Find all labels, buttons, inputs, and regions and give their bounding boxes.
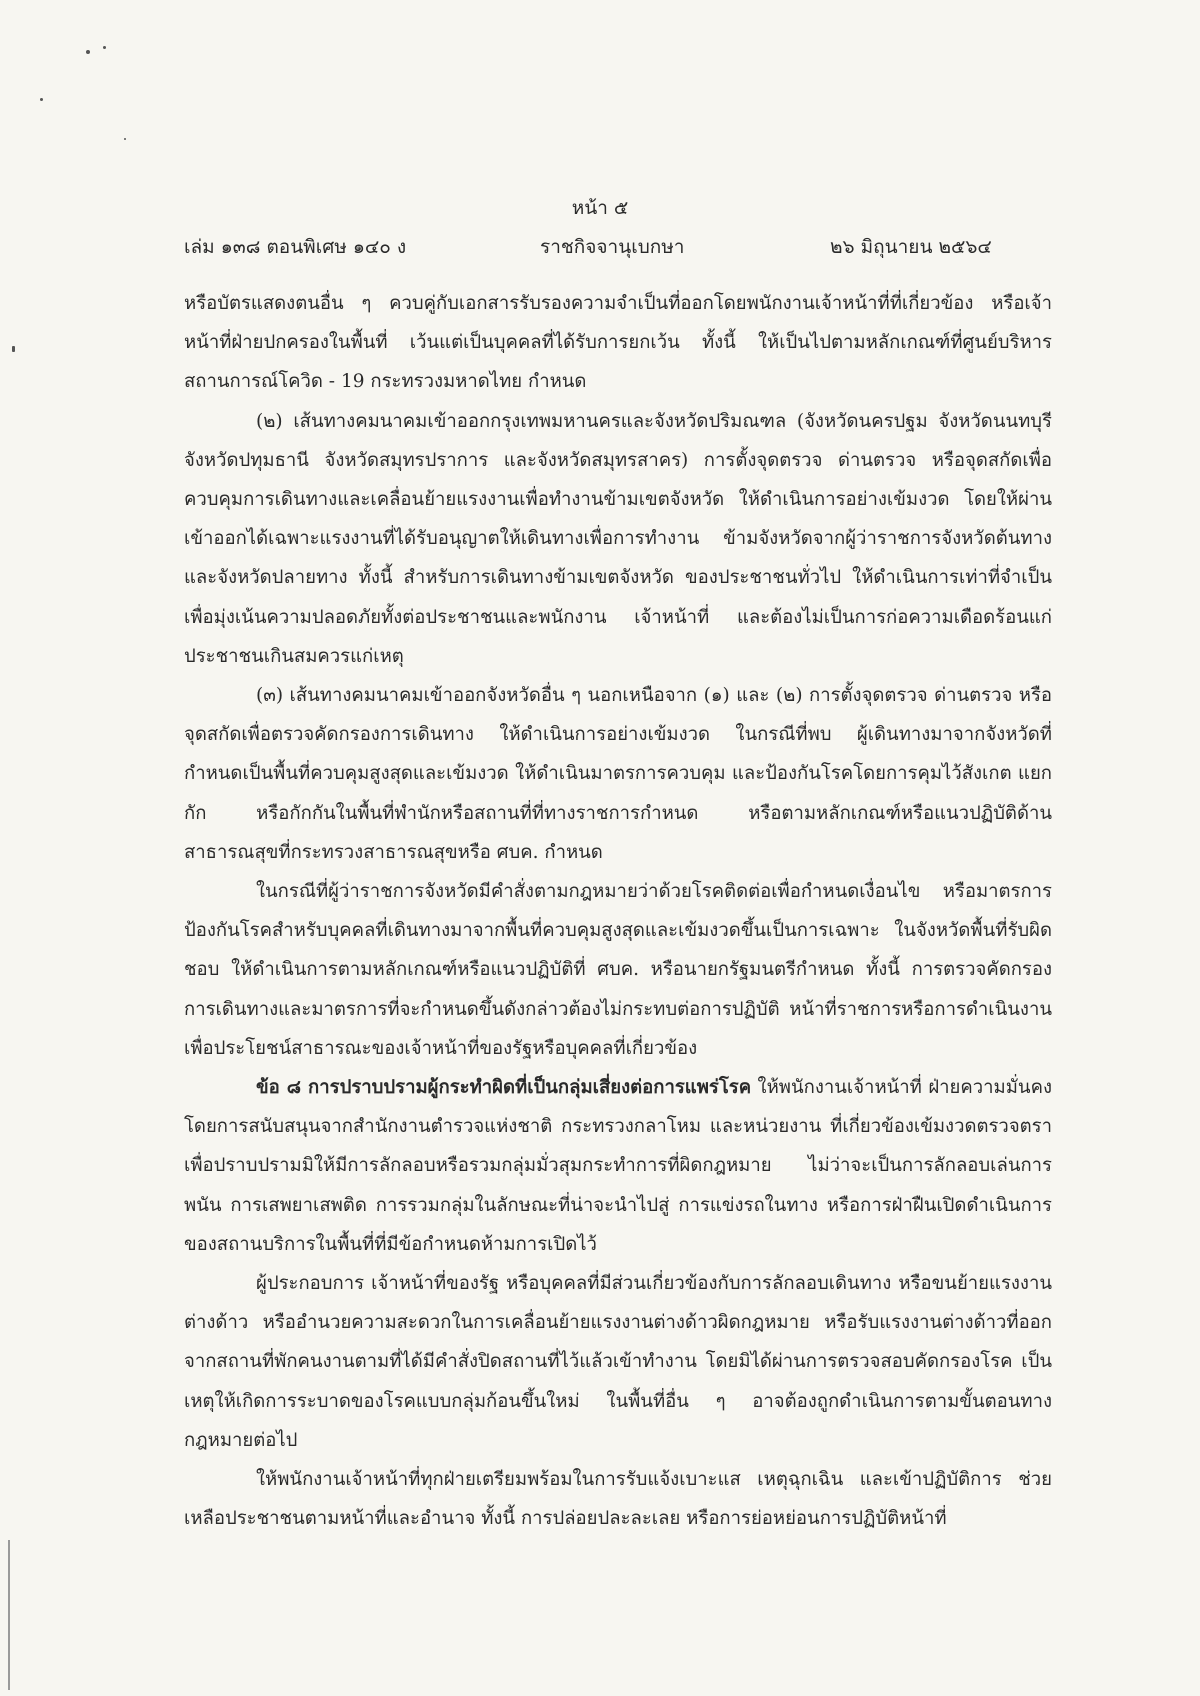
paragraph-text: (๓) เส้นทางคมนาคมเข้าออกจังหวัดอื่น ๆ นอกเหนือจาก (๑) และ (๒) การตั้งจุดตรวจ ด่านตรวจ หรือจุดสกัดเพื่อตรวจคัดกรองการเดินทาง ให้ดำเนินการอย่างเข้มงวด ในกรณีที่พบ ผู้เดินทางมาจากจังหวัดที่กำหนดเป็นพื้นที่ควบคุมสูงสุดและเข้มงวด ให้ดำเนินมาตรการควบคุม และป้องกันโรคโดยการคุมไว้สังเกต แยกกัก หรือกักกันในพื้นที่พำนักหรือสถานที่ที่ทางราชการกำหนด หรือตามหลักเกณฑ์หรือแนวปฏิบัติด้านสาธารณสุขที่กระทรวงสาธารณสุขหรือ ศบค. กำหนด xyxy=(184,685,1052,863)
page-number: หน้า ๕ xyxy=(571,197,629,219)
publication-date: ๒๖ มิถุนายน ๒๕๖๔ xyxy=(830,236,992,258)
paragraph-text: (๒) เส้นทางคมนาคมเข้าออกกรุงเทพมหานครและจังหวัดปริมณฑล (จังหวัดนครปฐม จังหวัดนนทบุรี จังหวัดปทุมธานี จังหวัดสมุทรปราการ และจังหวัดสมุทรสาคร) การตั้งจุดตรวจ ด่านตรวจ หรือจุดสกัดเพื่อควบคุมการเดินทางและเคลื่อนย้ายแรงงานเพื่อทำงานข้ามเขตจังหวัด ให้ดำเนินการอย่างเข้มงวด โดยให้ผ่านเข้าออกได้เฉพาะแรงงานที่ได้รับอนุญาตให้เดินทางเพื่อการทำงาน ข้ามจังหวัดจากผู้ว่าราชการจังหวัดต้นทางและจังหวัดปลายทาง ทั้งนี้ สำหรับการเดินทางข้ามเขตจังหวัด ของประชาชนทั่วไป ให้ดำเนินการเท่าที่จำเป็นเพื่อมุ่งเน้นความปลอดภัยทั้งต่อประชาชนและพนักงาน เจ้าหน้าที่ และต้องไม่เป็นการก่อความเดือดร้อนแก่ประชาชนเกินสมควรแก่เหตุ xyxy=(184,410,1052,667)
paragraph-text: ให้พนักงานเจ้าหน้าที่ทุกฝ่ายเตรียมพร้อมในการรับแจ้งเบาะแส เหตุฉุกเฉิน และเข้าปฏิบัติการ ช่วยเหลือประชาชนตามหน้าที่และอำนาจ ทั้งนี้ การปล่อยปละละเลย หรือการย่อหย่อนการปฏิบัติหน้าที่ xyxy=(184,1469,1052,1530)
volume-issue: เล่ม ๑๓๘ ตอนพิเศษ ๑๔๐ ง xyxy=(184,236,407,258)
paragraph xyxy=(184,1264,1052,1460)
paragraph-text: ในกรณีที่ผู้ว่าราชการจังหวัดมีคำสั่งตามกฎหมายว่าด้วยโรคติดต่อเพื่อกำหนดเงื่อนไข หรือมาตรการป้องกันโรคสำหรับบุคคลที่เดินทางมาจากพื้นที่ควบคุมสูงสุดและเข้มงวดขึ้นเป็นการเฉพาะ ในจังหวัดพื้นที่รับผิดชอบ ให้ดำเนินการตามหลักเกณฑ์หรือแนวปฏิบัติที่ ศบค. หรือนายกรัฐมนตรีกำหนด ทั้งนี้ การตรวจคัดกรองการเดินทางและมาตรการที่จะกำหนดขึ้นดังกล่าวต้องไม่กระทบต่อการปฏิบัติ หน้าที่ราชการหรือการดำเนินงานเพื่อประโยชน์สาธารณะของเจ้าหน้าที่ของรัฐหรือบุคคลที่เกี่ยวข้อง xyxy=(184,881,1052,1059)
paragraph xyxy=(184,402,1052,676)
paragraph-text: ให้พนักงานเจ้าหน้าที่ ฝ่ายความมั่นคง โดยการสนับสนุนจากสำนักงานตำรวจแห่งชาติ กระทรวงกลาโหม และหน่วยงาน ที่เกี่ยวข้องเข้มงวดตรวจตราเพื่อปราบปรามมิให้มีการลักลอบหรือรวมกลุ่มมั่วสุมกระทำการที่ผิดกฎหมาย ไม่ว่าจะเป็นการลักลอบเล่นการพนัน การเสพยาเสพติด การรวมกลุ่มในลักษณะที่น่าจะนำไปสู่ การแข่งรถในทาง หรือการฝ่าฝืนเปิดดำเนินการของสถานบริการในพื้นที่ที่มีข้อกำหนดห้ามการเปิดไว้ xyxy=(184,1077,1052,1255)
scan-speck xyxy=(12,346,15,352)
publication-title: ราชกิจจานุเบกษา xyxy=(540,236,685,258)
paragraph xyxy=(184,1460,1052,1538)
scan-speck xyxy=(124,138,126,140)
paragraph xyxy=(184,284,1052,402)
paragraph-text: ผู้ประกอบการ เจ้าหน้าที่ของรัฐ หรือบุคคลที่มีส่วนเกี่ยวข้องกับการลักลอบเดินทาง หรือขนย้ายแรงงานต่างด้าว หรืออำนวยความสะดวกในการเคลื่อนย้ายแรงงานต่างด้าวผิดกฎหมาย หรือรับแรงงานต่างด้าวที่ออกจากสถานที่พักคนงานตามที่ได้มีคำสั่งปิดสถานที่ไว้แล้วเข้าทำงาน โดยมิได้ผ่านการตรวจสอบคัดกรองโรค เป็นเหตุให้เกิดการระบาดของโรคแบบกลุ่มก้อนขึ้นใหม่ ในพื้นที่อื่น ๆ อาจต้องถูกดำเนินการตามขั้นตอนทางกฎหมายต่อไป xyxy=(184,1273,1052,1451)
clause-heading: ข้อ ๘ การปราบปรามผู้กระทำผิดที่เป็นกลุ่มเสี่ยงต่อการแพร่โรค xyxy=(256,1077,752,1099)
scan-speck xyxy=(86,50,90,54)
scan-speck xyxy=(40,98,43,101)
scan-speck xyxy=(103,46,106,49)
paragraph xyxy=(184,872,1052,1068)
paragraph xyxy=(184,676,1052,872)
scan-margin-line xyxy=(8,1540,10,1690)
paragraph-clause-8 xyxy=(184,1068,1052,1264)
paragraph-text: หรือบัตรแสดงตนอื่น ๆ ควบคู่กับเอกสารรับรองความจำเป็นที่ออกโดยพนักงานเจ้าหน้าที่ที่เกี่ยวข้อง หรือเจ้าหน้าที่ฝ่ายปกครองในพื้นที่ เว้นแต่เป็นบุคคลที่ได้รับการยกเว้น ทั้งนี้ ให้เป็นไปตามหลักเกณฑ์ที่ศูนย์บริหารสถานการณ์โควิด - 19 กระทรวงมหาดไทย กำหนด xyxy=(184,293,1052,393)
document-body xyxy=(184,284,1052,1539)
